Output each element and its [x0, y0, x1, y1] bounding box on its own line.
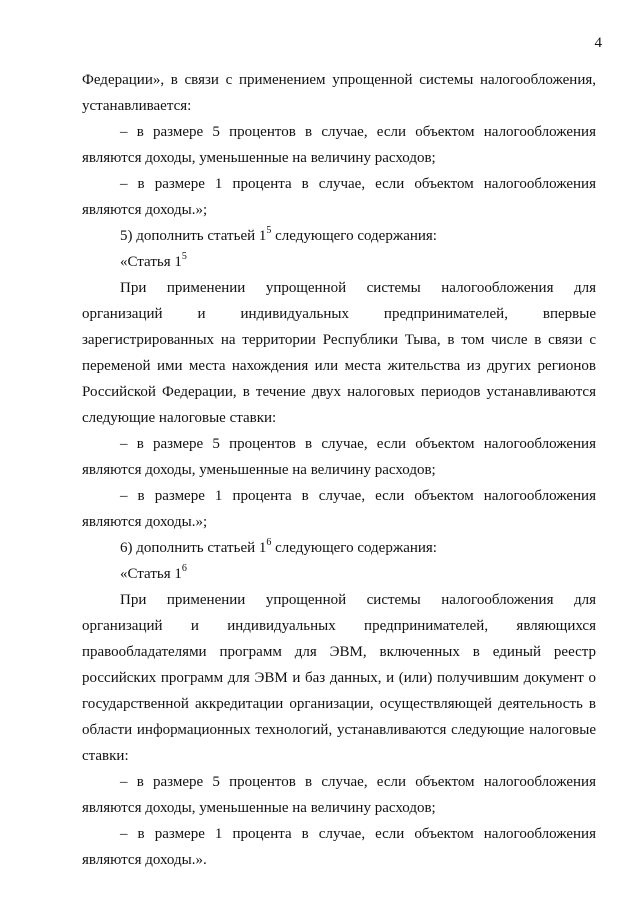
paragraph-article-1-6-rate-1: – в размере 1 процента в случае, если объектом налогообложения являются доходы.».	[82, 826, 596, 868]
article-1-6-superscript: 6	[181, 563, 187, 574]
paragraph-rate-5-percent: – в размере 5 процентов в случае, если объектом налогообложения являются доходы, уменьшенные на величину расходов;	[82, 124, 596, 166]
item-5-suffix: следующего содержания:	[271, 228, 437, 244]
item-5-superscript: 5	[266, 225, 272, 236]
paragraph-article-1-6-rate-5: – в размере 5 процентов в случае, если объектом налогообложения являются доходы, уменьшенные на величину расходов;	[82, 774, 596, 816]
item-5-prefix: 5) дополнить статьей 1	[120, 228, 267, 244]
article-1-5-prefix: «Статья 1	[120, 254, 182, 270]
paragraph-rate-1-percent: – в размере 1 процента в случае, если объектом налогообложения являются доходы.»;	[82, 176, 596, 218]
article-1-5-heading	[82, 249, 596, 275]
document-body	[82, 67, 596, 873]
paragraph-item-6	[82, 535, 596, 561]
paragraph-article-1-5-rate-5: – в размере 5 процентов в случае, если объектом налогообложения являются доходы, уменьшенные на величину расходов;	[82, 436, 596, 478]
article-1-5-superscript: 5	[181, 251, 187, 262]
paragraph-item-5	[82, 223, 596, 249]
paragraph-intro: Федерации», в связи с применением упрощенной системы налогообложения, устанавливается:	[82, 72, 596, 114]
item-6-suffix: следующего содержания:	[271, 540, 437, 556]
paragraph-article-1-5-rate-1: – в размере 1 процента в случае, если объектом налогообложения являются доходы.»;	[82, 488, 596, 530]
paragraph-article-1-5-body: При применении упрощенной системы налогообложения для организаций и индивидуальных предпринимателей, впервые зарегистрированных на территории Республики Тыва, в том числе в связи с переменой ими места нахождения или места жительства из других регионов Российской Федерации, в течение двух налоговых периодов устанавливаются следующие налоговые ставки:	[82, 280, 596, 426]
item-6-superscript: 6	[266, 537, 272, 548]
item-6-prefix: 6) дополнить статьей 1	[120, 540, 267, 556]
page-number: 4	[594, 35, 602, 51]
paragraph-article-1-6-body: При применении упрощенной системы налогообложения для организаций и индивидуальных предпринимателей, являющихся правообладателями программ для ЭВМ, включенных в единый реестр российских программ для ЭВМ и баз данных, и (или) получившим документ о государственной аккредитации организации, осуществляющей деятельность в области информационных технологий, устанавливаются следующие налоговые ставки:	[82, 592, 596, 764]
article-1-6-heading	[82, 561, 596, 587]
article-1-6-prefix: «Статья 1	[120, 566, 182, 582]
